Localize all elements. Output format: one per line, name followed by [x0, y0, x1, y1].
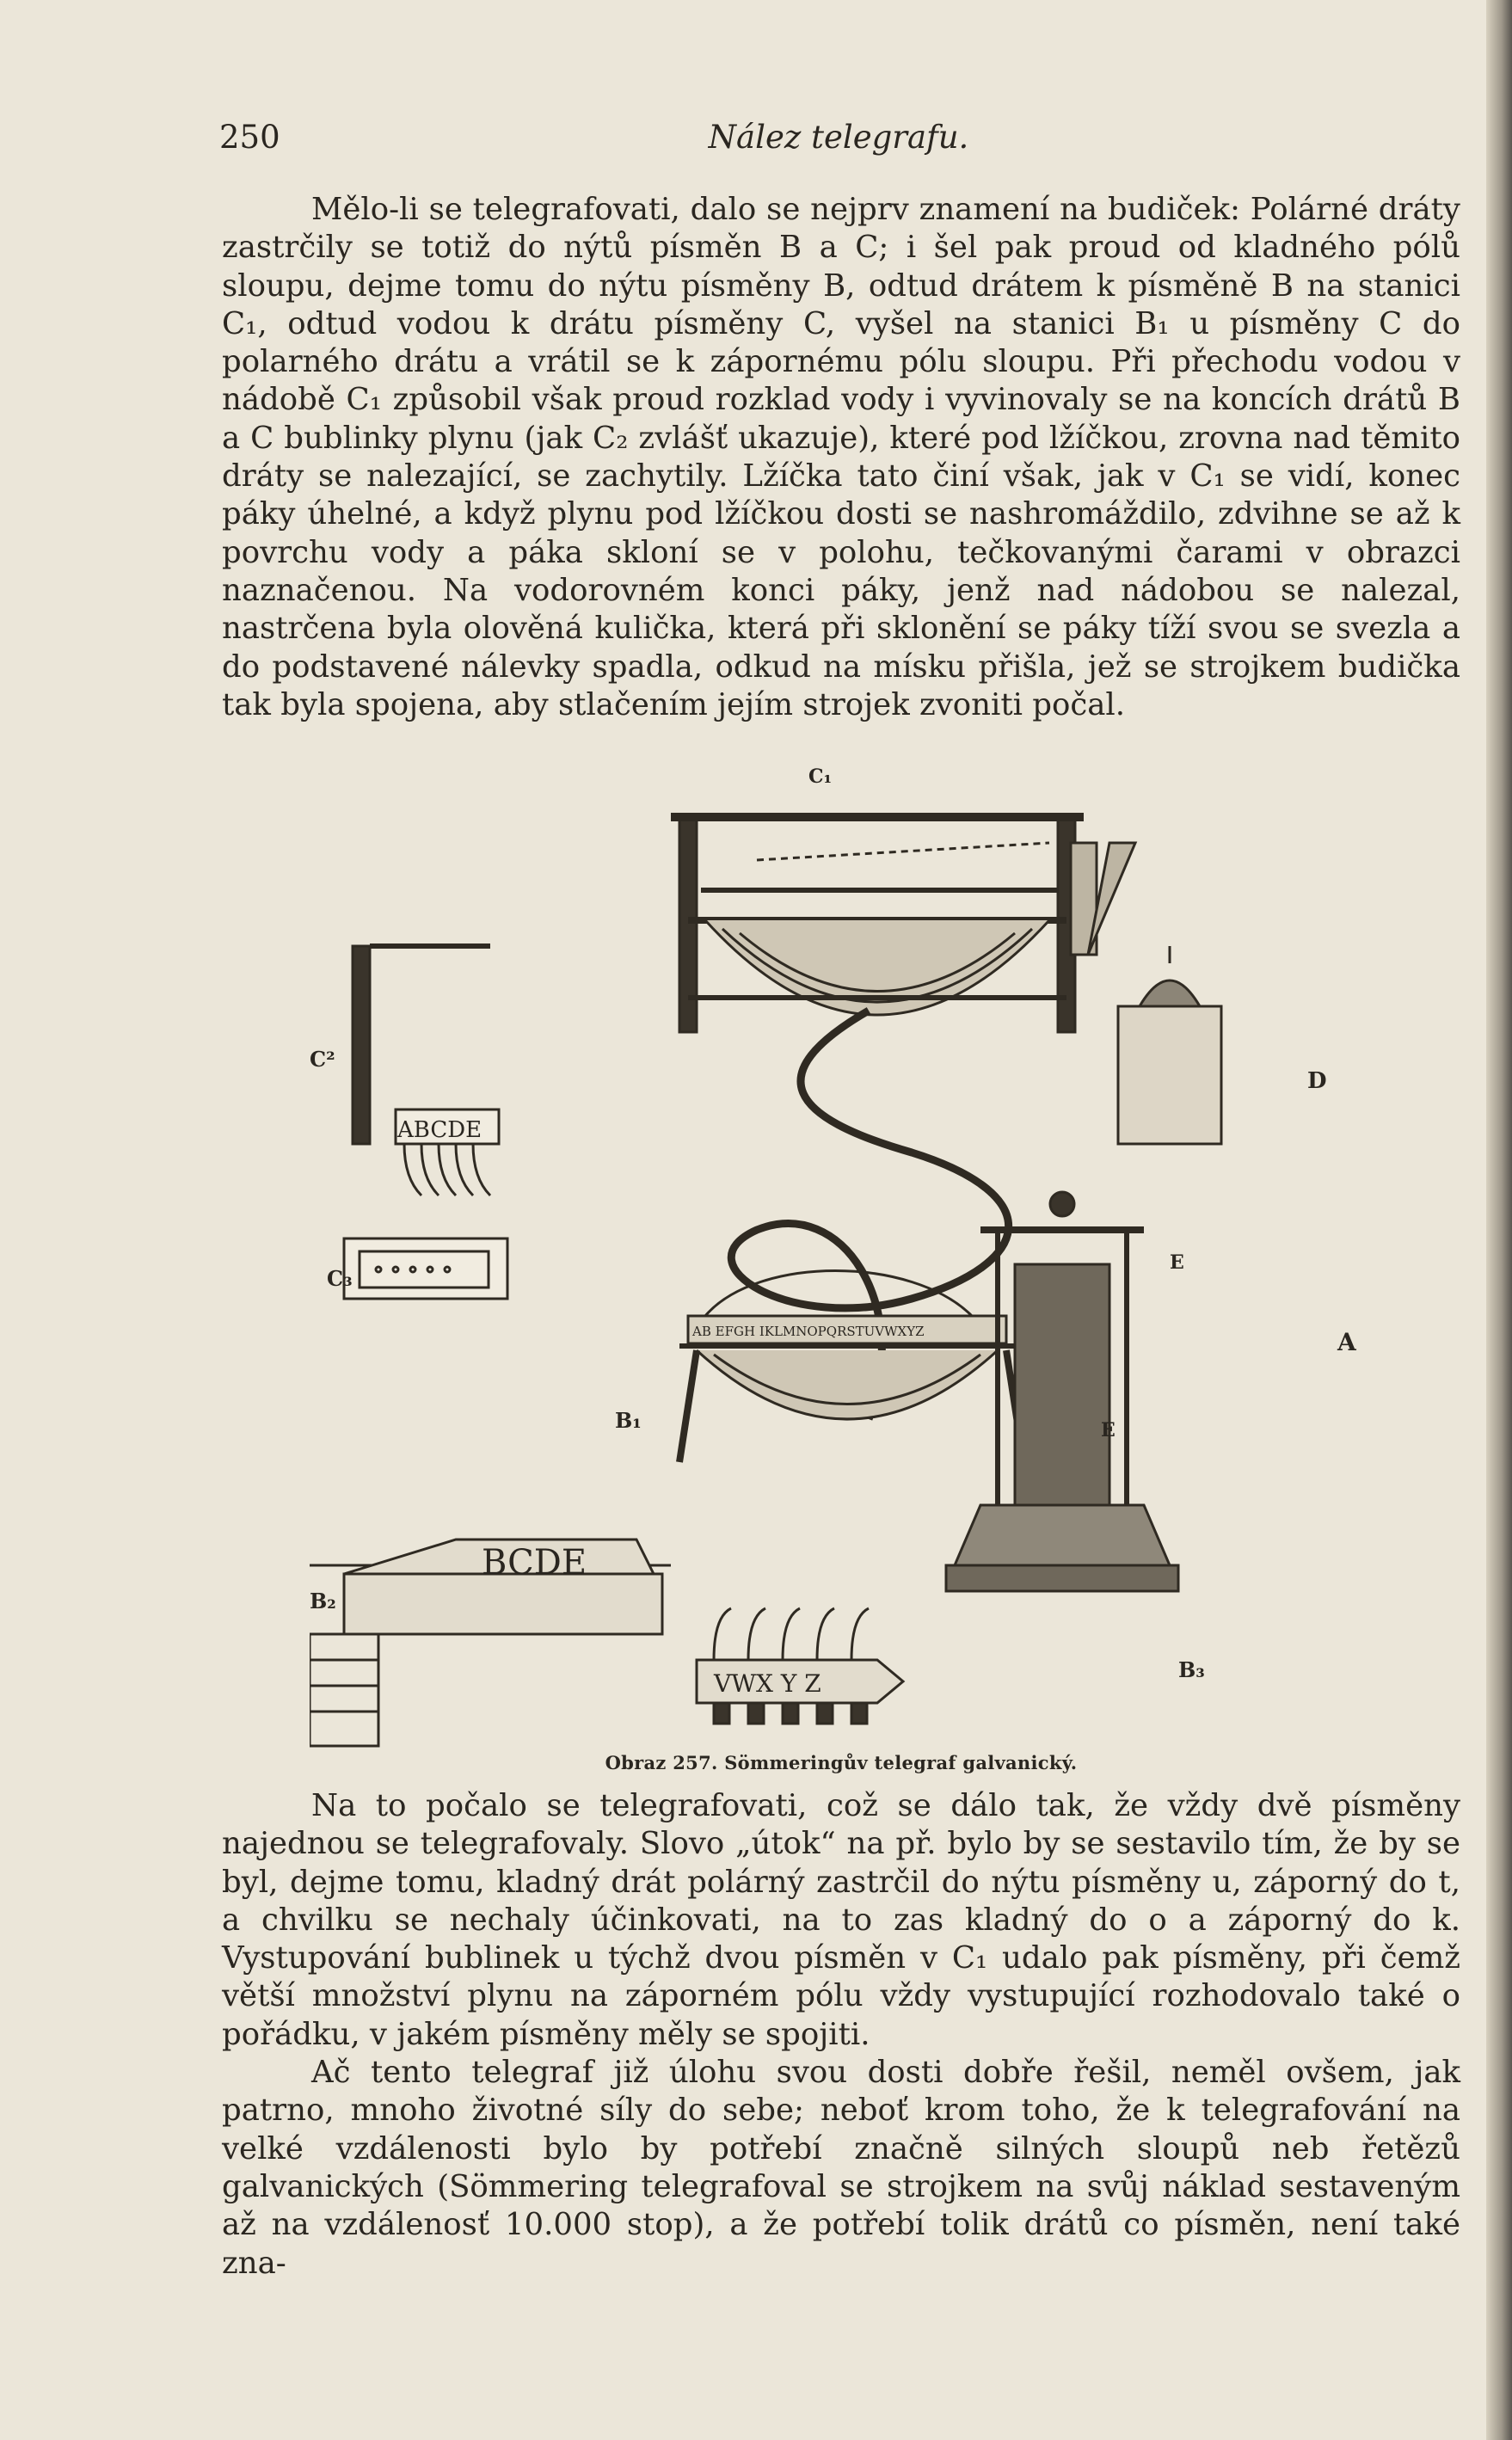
b1-station	[679, 1271, 1023, 1463]
figure-label-e-lower: E	[1101, 1419, 1116, 1441]
figure-label-c1: C₁	[808, 765, 833, 788]
paragraph: Mělo-li se telegrafovati, dalo se nejprv znamení na budiček: Polárné dráty zastrčily se totiž do nýtů písměn B a C; i šel pak proud od kladného pólů sloupu, dejme tomu do nýtu písměny B, odtud drátem k písměně B na stanici C₁, odtud vodou k drátu písměny C, vyšel na stanici B₁ u písměny C do polarného drátu a vrátil se k zápornému pólu sloupu. Při přechodu vodou v nádobě C₁ způsobil však proud rozklad vody i vyvinovaly se na koncích drátů B a C bublinky plynu (jak C₂ zvlášť ukazuje), které pod lžíčkou, zrovna nad těmito dráty se nalezající, se zachytily. Lžíčka tato činí však, jak v C₁ se vidí, konec páky úhelné, a když plynu pod lžíčkou dosti se nashromáždilo, zdvihne se až k povrchu vody a páka skloní se v polohu, tečkovanými čarami v obrazci naznačenou. Na vodorovném konci páky, jenž nad nádobou se nalezal, nastrčena byla olověná kulička, která při sklonění se páky tíží svou se svezla a do podstavené nálevky spadla, odkud na mísku přišla, jež se strojkem budička tak byla spojena, aby stlačením jejím strojek zvoniti počal.	[222, 192, 1460, 722]
figure-label-b2: B₂	[310, 1589, 336, 1613]
b3-letter-row: VWX Y Z	[714, 1669, 821, 1698]
page-number: 250	[219, 119, 280, 156]
b3-detail	[697, 1608, 903, 1724]
c1-water-tank	[671, 817, 1135, 1032]
c3-detail	[344, 1238, 507, 1299]
running-title: Nález telegrafu.	[708, 119, 969, 156]
figure-label-b1: B₁	[615, 1408, 642, 1433]
c2-detail	[353, 946, 499, 1195]
a-voltaic-pile	[946, 1192, 1178, 1591]
d-alarm-bell	[1118, 946, 1221, 1144]
c2-letter-row: ABCDE	[397, 1117, 482, 1143]
book-spine-shadow	[1486, 0, 1512, 2440]
figure-caption: Obraz 257. Sömmeringův telegraf galvanický.	[605, 1752, 1078, 1773]
body-text-top	[222, 191, 1460, 724]
figure-label-c3: C₃	[327, 1266, 353, 1291]
paragraph: Ač tento telegraf již úlohu svou dosti dobře řešil, neměl ovšem, jak patrno, mnoho životné síly do sebe; neboť krom toho, že k telegrafování na velké vzdálenosti bylo by potřebí značně silných sloupů neb řetězů galvanických (Sömmering telegrafoval se strojkem na svůj náklad sestaveným až na vzdálenosť 10.000 stop), a že potřebí tolik drátů co písměn, není také zna-	[222, 2055, 1460, 2281]
figure-label-b3: B₃	[1178, 1657, 1205, 1682]
figure-label-a: A	[1337, 1328, 1356, 1356]
figure-label-d: D	[1307, 1068, 1327, 1094]
paragraph: Na to počalo se telegrafovati, což se dálo tak, že vždy dvě písměny najednou se telegrafovaly. Slovo „útok“ na př. bylo by se sestavilo tím, že by se byl, dejme tomu, kladný drát polárný zastrčil do nýtu písměny u, záporný do t, a chvilku se nechaly účinkovati, na to zas kladný do o a záporný do k. Vystupování bublinek u týchž dvou písměn v C₁ udalo pak písměny, při čemž větší množství plynu na záporném pólu vždy vystupující rozhodovalo také o pořádku, v jakém písměny měly se spojiti.	[222, 1788, 1460, 2052]
figure-label-c2: C²	[310, 1047, 335, 1072]
telegraph-illustration	[310, 748, 1368, 1763]
b2-letter-row: BCDE	[482, 1543, 587, 1583]
page-header	[219, 119, 1458, 162]
figure-label-e-upper: E	[1170, 1251, 1184, 1274]
body-text-bottom	[222, 1787, 1460, 2283]
b1-letter-row: AB EFGH IKLMNOPQRSTUVWXYZ	[692, 1324, 925, 1339]
